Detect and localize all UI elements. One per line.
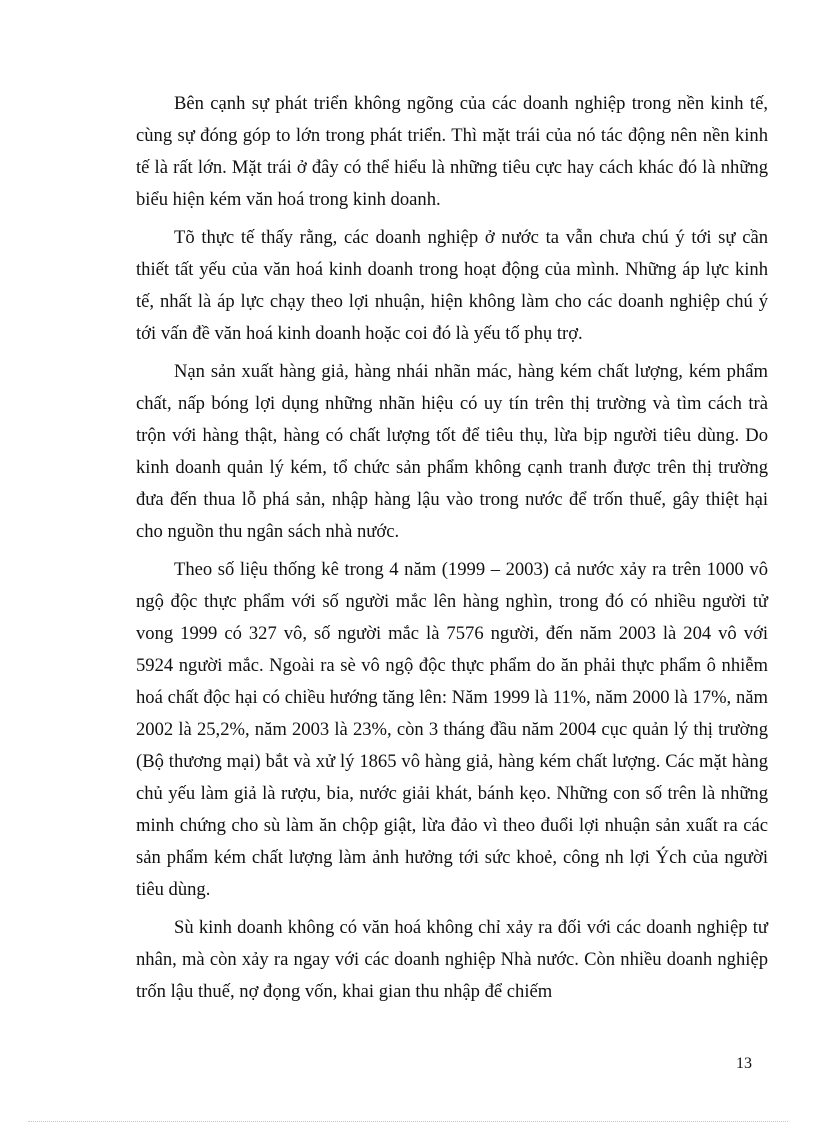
page-bottom-divider [28,1121,788,1122]
page-number: 13 [736,1055,752,1072]
body-text [136,88,768,1014]
paragraph-2: Tõ thực tế thấy rằng, các doanh nghiệp ở nước ta vẫn chưa chú ý tới sự cần thiết tất yếu của văn hoá kinh doanh trong hoạt động của mình. Những áp lực kinh tế, nhất là áp lực chạy theo lợi nhuận, hiện không làm cho các doanh nghiệp chú ý tới vấn đề văn hoá kinh doanh hoặc coi đó là yếu tố phụ trợ. [136,227,768,344]
paragraph-5: Sù kinh doanh không có văn hoá không chỉ xảy ra đối với các doanh nghiệp tư nhân, mà còn xảy ra ngay với các doanh nghiệp Nhà nước. Còn nhiều doanh nghiệp trốn lậu thuế, nợ đọng vốn, khai gian thu nhập để chiếm [136,917,768,1002]
paragraph-1: Bên cạnh sự phát triển không ngõng của các doanh nghiệp trong nền kinh tế, cùng sự đóng góp to lớn trong phát triển. Thì mặt trái của nó tác động nên nền kinh tế là rất lớn. Mặt trái ở đây có thể hiểu là những tiêu cực hay cách khác đó là những biểu hiện kém văn hoá trong kinh doanh. [136,93,768,210]
paragraph-4: Theo số liệu thống kê trong 4 năm (1999 – 2003) cả nước xảy ra trên 1000 vô ngộ độc thực phẩm với số người mắc lên hàng nghìn, trong đó có nhiều người tử vong 1999 có 327 vô, số người mắc là 7576 người, đến năm 2003 là 204 vô với 5924 người mắc. Ngoài ra sè vô ngộ độc thực phẩm do ăn phải thực phẩm ô nhiễm hoá chất độc hại có chiều hướng tăng lên: Năm 1999 là 11%, năm 2000 là 17%, năm 2002 là 25,2%, năm 2003 là 23%, còn 3 tháng đầu năm 2004 cục quản lý thị trường (Bộ thương mại) bắt và xử lý 1865 vô hàng giả, hàng kém chất lượng. Các mặt hàng chủ yếu làm giả là rượu, bia, nước giải khát, bánh kẹo. Những con số trên là những minh chứng cho sù làm ăn chộp giật, lừa đảo vì theo đuổi lợi nhuận sản xuất ra các sản phẩm kém chất lượng làm ảnh hưởng tới sức khoẻ, công nh lợi Ých của người tiêu dùng. [136,559,768,900]
paragraph-3: Nạn sản xuất hàng giả, hàng nhái nhãn mác, hàng kém chất lượng, kém phẩm chất, nấp bóng lợi dụng những nhãn hiệu có uy tín trên thị trường và tìm cách trà trộn với hàng thật, hàng có chất lượng tốt để tiêu thụ, lừa bịp người tiêu dùng. Do kinh doanh quản lý kém, tổ chức sản phẩm không cạnh tranh được trên thị trường đưa đến thua lỗ phá sản, nhập hàng lậu vào trong nước để trốn thuế, gây thiệt hại cho nguồn thu ngân sách nhà nước. [136,361,768,542]
